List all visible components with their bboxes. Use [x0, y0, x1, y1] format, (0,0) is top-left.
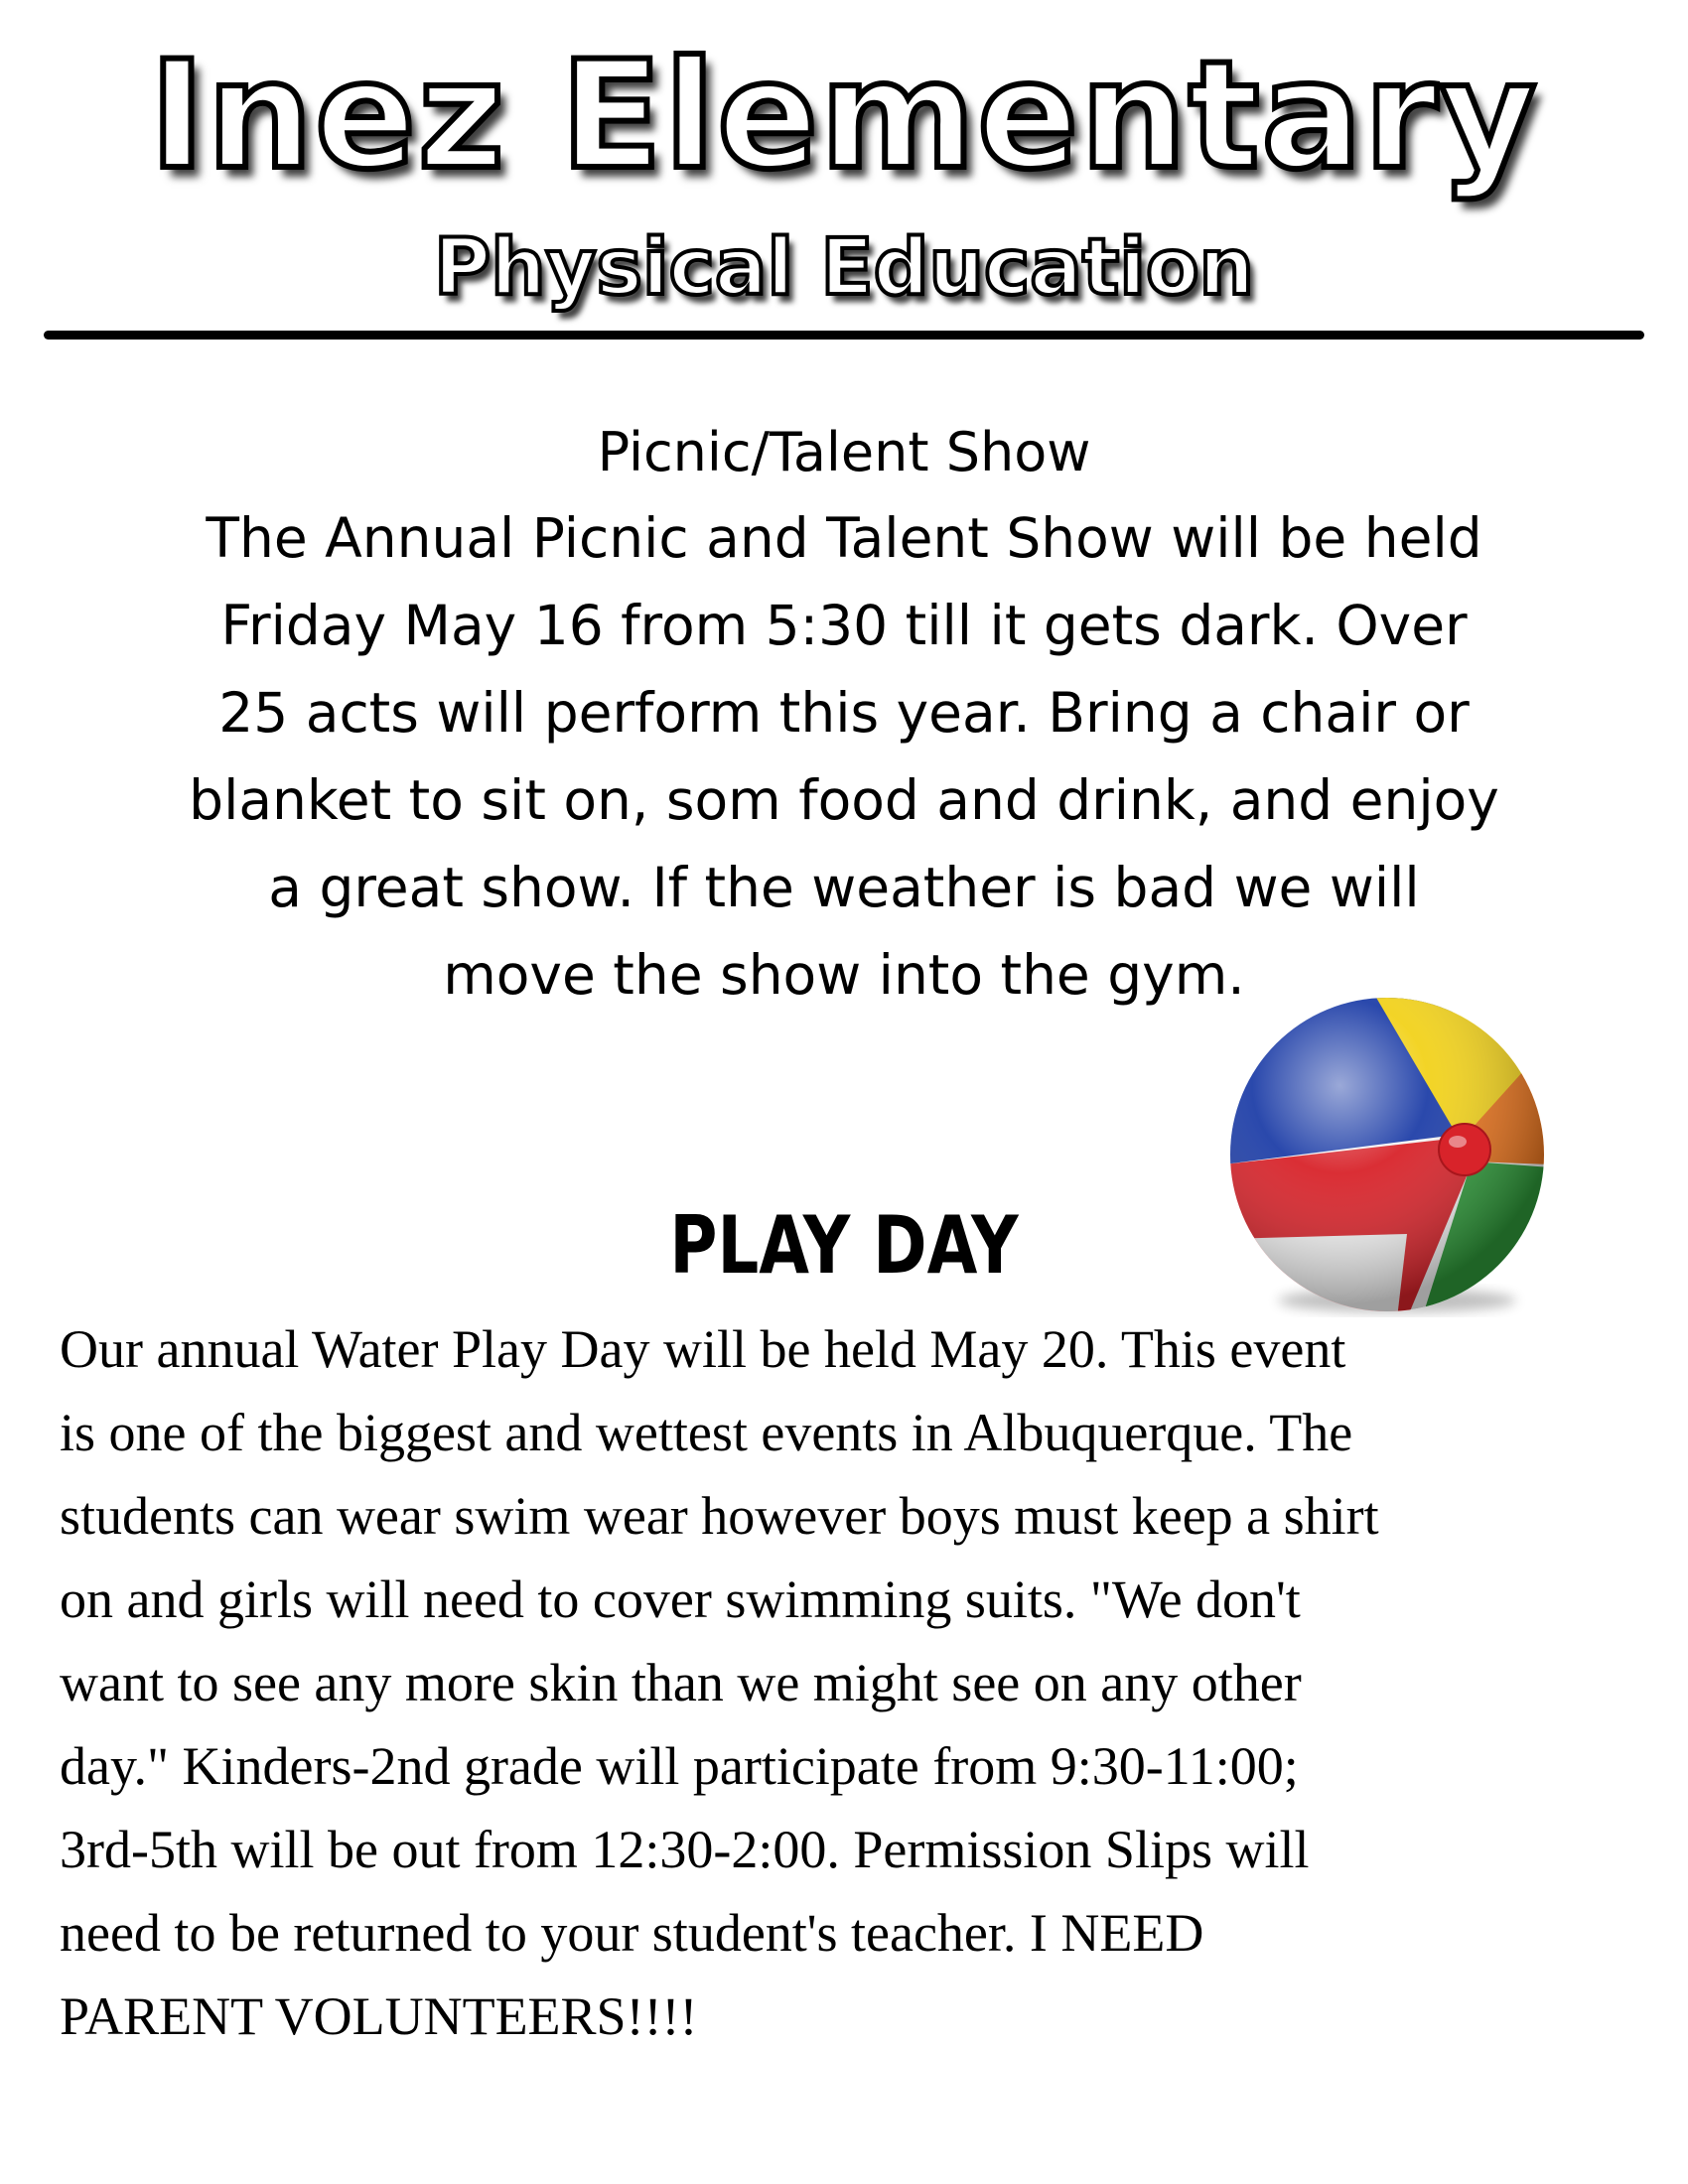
- playday-line: on and girls will need to cover swimming suits. "We don't: [60, 1570, 1301, 1629]
- playday-heading: PLAY DAY: [669, 1199, 1019, 1292]
- playday-line: Our annual Water Play Day will be held May 20. This event: [60, 1319, 1346, 1379]
- playday-line: day." Kinders-2nd grade will participate from 9:30-11:00;: [60, 1736, 1299, 1796]
- picnic-line: a great show. If the weather is bad we will: [268, 856, 1420, 919]
- picnic-line: Friday May 16 from 5:30 till it gets dark. Over: [220, 594, 1468, 657]
- playday-line: students can wear swim wear however boys must keep a shirt: [60, 1486, 1379, 1546]
- playday-line: need to be returned to your student's teacher. I NEED: [60, 1903, 1204, 1963]
- masthead-title: Inez Elementary: [149, 30, 1539, 203]
- picnic-heading: Picnic/Talent Show: [597, 421, 1091, 483]
- picnic-line: blanket to sit on, som food and drink, and enjoy: [189, 768, 1499, 832]
- beach-ball-icon: [1223, 991, 1551, 1318]
- playday-line: is one of the biggest and wettest events in Albuquerque. The: [60, 1403, 1353, 1462]
- picnic-line: The Annual Picnic and Talent Show will be held: [206, 506, 1482, 570]
- picnic-line: move the show into the gym.: [443, 943, 1245, 1007]
- masthead-subtitle: Physical Education: [433, 223, 1255, 313]
- ball-valve: [1439, 1124, 1490, 1175]
- picnic-line: 25 acts will perform this year. Bring a chair or: [218, 681, 1470, 745]
- masthead-divider: [44, 331, 1644, 340]
- picnic-paragraph: [40, 494, 1648, 1019]
- playday-line: 3rd-5th will be out from 12:30-2:00. Permission Slips will: [60, 1820, 1310, 1879]
- playday-paragraph: [60, 1307, 1668, 2058]
- playday-line: want to see any more skin than we might see on any other: [60, 1653, 1302, 1712]
- playday-line: PARENT VOLUNTEERS!!!!: [60, 1986, 698, 2046]
